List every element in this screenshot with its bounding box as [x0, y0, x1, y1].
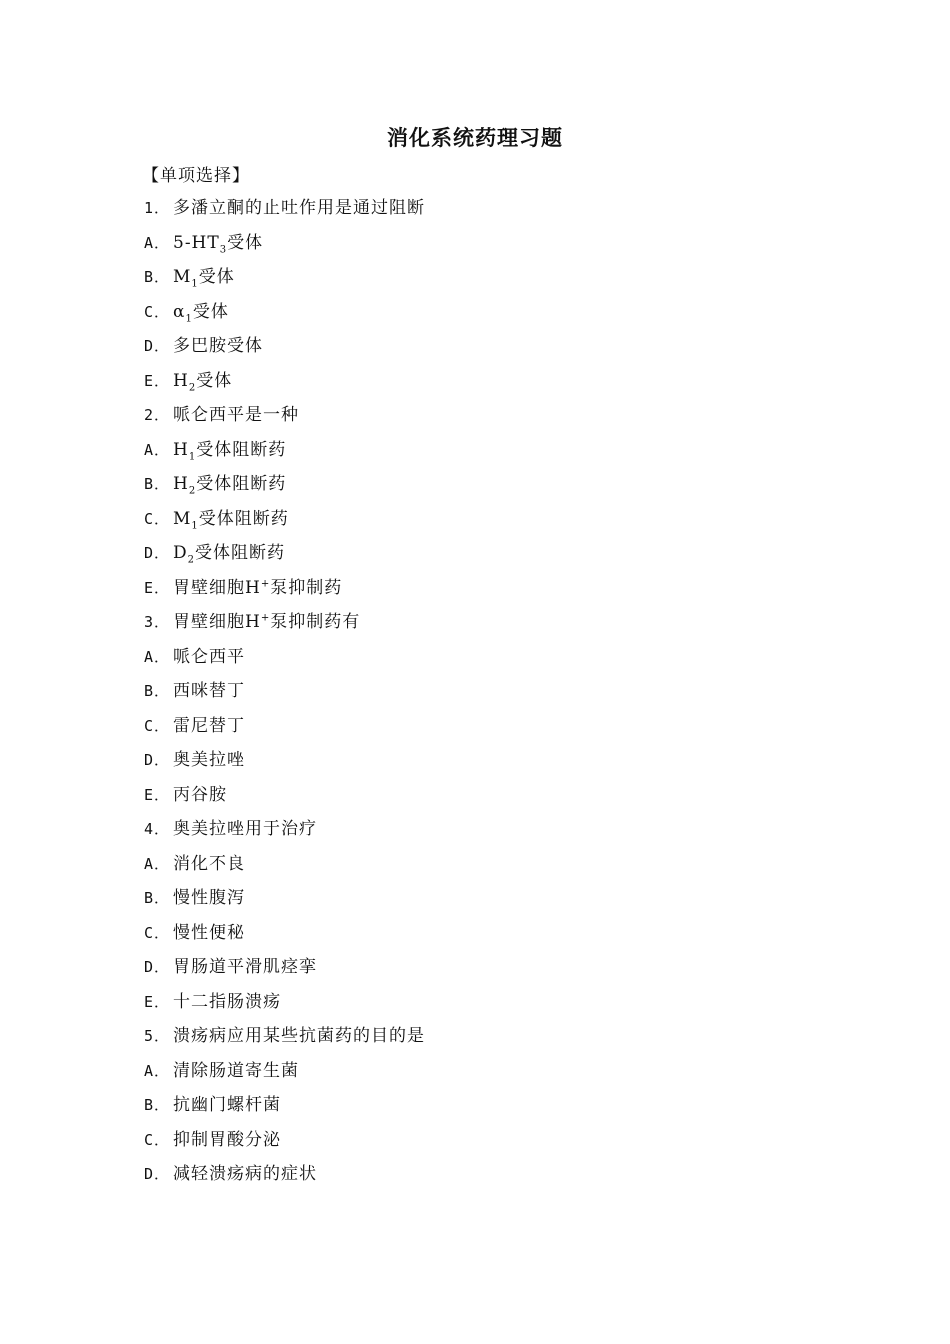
option-letter: C．	[144, 1130, 171, 1149]
option-letter: A．	[144, 647, 171, 666]
option-text: 雷尼替丁	[173, 715, 245, 736]
option-letter: B．	[144, 682, 171, 700]
text-part: 受体阻断药	[196, 439, 287, 460]
question-text	[173, 612, 360, 632]
option-letter: A．	[144, 233, 171, 252]
text-part: H	[173, 474, 189, 494]
section-heading: 【单项选择】	[142, 166, 250, 186]
option-text	[173, 474, 287, 497]
subscript: 1	[191, 278, 199, 290]
option-letter: D．	[144, 958, 171, 976]
option-text: 清除肠道寄生菌	[173, 1060, 299, 1081]
text-part: D	[173, 543, 188, 563]
question-stem	[144, 610, 844, 645]
answer-option	[144, 783, 844, 818]
option-letter: E．	[144, 785, 171, 804]
option-text: 抗幽门螺杆菌	[173, 1095, 281, 1115]
text-part: 胃壁细胞H	[173, 612, 261, 632]
subscript: 2	[188, 381, 197, 393]
option-letter: A．	[144, 854, 171, 873]
answer-option	[144, 1128, 844, 1163]
option-letter: D．	[144, 1165, 171, 1183]
option-text: 胃肠道平滑肌痉挛	[173, 957, 317, 977]
question-number: 2．	[144, 406, 171, 424]
text-part: 受体	[198, 267, 235, 287]
text-part: 受体	[227, 232, 264, 253]
option-text: 抑制胃酸分泌	[173, 1129, 281, 1150]
text-part: 泵抑制药	[270, 577, 343, 598]
question-list	[144, 196, 844, 1197]
text-part: 受体阻断药	[198, 508, 289, 529]
option-text	[173, 371, 232, 391]
question-number: 4．	[144, 820, 171, 838]
text-part: 受体阻断药	[196, 474, 287, 494]
answer-option	[144, 334, 844, 369]
option-text: 丙谷胺	[173, 784, 227, 805]
option-letter: E．	[144, 371, 171, 390]
answer-option	[144, 1059, 844, 1094]
answer-option	[144, 852, 844, 887]
document-title: 消化系统药理习题	[387, 125, 563, 150]
answer-option	[144, 714, 844, 749]
subscript: 1	[191, 519, 199, 531]
answer-option	[144, 679, 844, 714]
answer-option	[144, 231, 844, 266]
superscript: +	[260, 612, 271, 624]
option-letter: D．	[144, 751, 171, 769]
option-text: 西咪替丁	[173, 681, 245, 701]
option-text: 多巴胺受体	[173, 336, 263, 356]
text-part: H	[173, 370, 189, 391]
question-text: 奥美拉唑用于治疗	[173, 819, 317, 839]
question-stem	[144, 403, 844, 438]
subscript: 3	[219, 243, 228, 255]
answer-option	[144, 955, 844, 990]
text-part: M	[173, 267, 192, 287]
text-part: 受体阻断药	[195, 543, 286, 563]
text-part: 胃壁细胞H	[173, 577, 261, 598]
option-letter: C．	[144, 716, 171, 735]
option-text: 慢性腹泻	[173, 888, 245, 908]
subscript: 2	[187, 554, 196, 566]
text-part: 受体	[192, 301, 229, 322]
answer-option	[144, 1093, 844, 1128]
answer-option	[144, 507, 844, 542]
option-text: 哌仑西平	[173, 646, 245, 667]
question-number: 1．	[144, 199, 171, 217]
subscript: 1	[188, 450, 197, 462]
option-text: 奥美拉唑	[173, 750, 245, 770]
option-letter: C．	[144, 302, 171, 321]
answer-option	[144, 300, 844, 335]
answer-option	[144, 1162, 844, 1197]
answer-option	[144, 990, 844, 1025]
text-part: α	[173, 301, 186, 322]
option-letter: E．	[144, 992, 171, 1011]
subscript: 2	[188, 485, 197, 497]
option-text: 十二指肠溃疡	[173, 991, 281, 1012]
question-stem	[144, 1024, 844, 1059]
question-text: 哌仑西平是一种	[173, 405, 299, 425]
answer-option	[144, 886, 844, 921]
option-text	[173, 267, 235, 290]
text-part: 泵抑制药有	[270, 612, 361, 632]
option-text	[173, 509, 289, 529]
answer-option	[144, 438, 844, 473]
option-text: 慢性便秘	[173, 922, 245, 943]
option-text	[173, 543, 286, 566]
option-text	[173, 578, 342, 598]
option-letter: B．	[144, 268, 171, 286]
answer-option	[144, 748, 844, 783]
option-text: 消化不良	[173, 853, 245, 874]
question-text: 多潘立酮的止吐作用是通过阻断	[173, 198, 425, 218]
option-letter: D．	[144, 544, 171, 562]
question-stem	[144, 196, 844, 231]
option-text: 减轻溃疡病的症状	[173, 1164, 317, 1184]
option-text	[173, 233, 263, 253]
superscript: +	[260, 577, 271, 589]
option-letter: C．	[144, 509, 171, 528]
text-part: 5-HT	[173, 232, 220, 253]
option-letter: B．	[144, 889, 171, 907]
option-text	[173, 440, 286, 460]
option-text	[173, 302, 229, 322]
option-letter: E．	[144, 578, 171, 597]
answer-option	[144, 921, 844, 956]
option-letter: D．	[144, 337, 171, 355]
question-stem	[144, 817, 844, 852]
option-letter: A．	[144, 440, 171, 459]
text-part: M	[173, 508, 192, 529]
answer-option	[144, 645, 844, 680]
question-number: 5．	[144, 1027, 171, 1045]
question-text: 溃疡病应用某些抗菌药的目的是	[173, 1026, 425, 1046]
option-letter: B．	[144, 475, 171, 493]
answer-option	[144, 541, 844, 576]
answer-option	[144, 265, 844, 300]
option-letter: C．	[144, 923, 171, 942]
question-number: 3．	[144, 613, 171, 631]
option-letter: B．	[144, 1096, 171, 1114]
answer-option	[144, 576, 844, 611]
subscript: 1	[185, 312, 193, 324]
text-part: H	[173, 439, 189, 460]
option-letter: A．	[144, 1061, 171, 1080]
text-part: 受体	[196, 370, 233, 391]
answer-option	[144, 472, 844, 507]
answer-option	[144, 369, 844, 404]
